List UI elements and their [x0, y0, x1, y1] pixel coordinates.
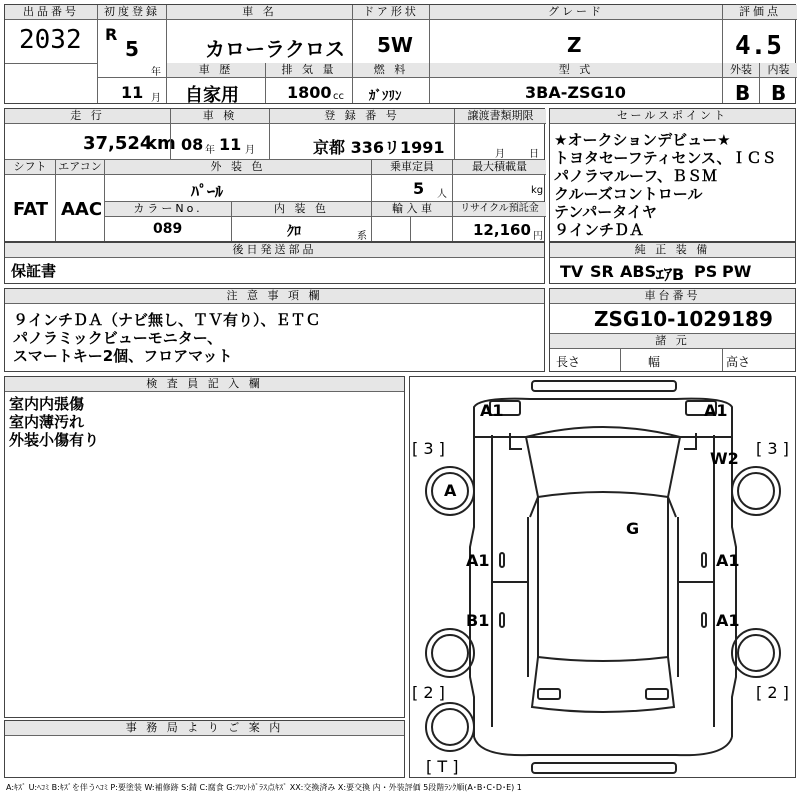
mark-a1-bottom-right: A1: [716, 611, 740, 630]
grade-label: グレード: [430, 5, 722, 20]
vehicle-details: [4, 108, 545, 242]
notes-line: パノラミックビューモニター、: [13, 329, 223, 347]
int-color-value: ｸﾛ: [287, 224, 301, 240]
notes-line: スマートキー2個、フロアマット: [13, 347, 233, 365]
legend-text: A:ｷｽﾞ U:ﾍｺﾐ B:ｷｽﾞを伴うﾍｺﾐ P:要塗装 W:補修跡 S:錆 C:腐食 G:ﾌﾛﾝﾄｶﾞﾗｽ点ｷｽﾞ XX:交換済み X:要交換 内・外装評価 5段階ﾗﾝｸ順(A･B･C･D･E) 1: [6, 783, 522, 792]
capacity-label: 乗車定員: [372, 160, 452, 175]
displacement-value: 1800: [287, 83, 332, 102]
plate-value: 京都 336リ1991: [313, 138, 445, 157]
ext-color-label: 外 装 色: [105, 160, 371, 175]
sales-point-line: パノラマルーフ、ＢＳＭ: [554, 167, 718, 185]
score-value: 4.5: [735, 31, 782, 61]
equipment-item: PS: [694, 262, 718, 281]
equipment-label: 純 正 装 備: [550, 243, 795, 258]
ext-label: 外装: [723, 63, 759, 78]
sales-point-line: トヨタセーフティセンス、ＩＣＳ: [554, 149, 777, 167]
inspection-year: 08: [181, 135, 204, 154]
int-color-unit: 系: [357, 231, 367, 242]
mark-a1-mid-right: A1: [716, 551, 740, 570]
color-no-label: カラーNo.: [105, 202, 231, 217]
damage-diagram: [409, 376, 796, 778]
inspector-section: [4, 376, 405, 718]
inspector-line: 室内薄汚れ: [9, 413, 85, 431]
inspection-month: 11: [219, 135, 242, 154]
sales-points-section: [549, 108, 796, 242]
chassis-number: ZSG10-1029189: [594, 307, 773, 331]
reg-year-unit: 年: [151, 67, 161, 78]
height-label: 高さ: [726, 355, 751, 369]
transfer-month-unit: 月: [495, 149, 505, 160]
int-grade: B: [771, 81, 787, 105]
ext-grade: B: [735, 81, 751, 105]
reg-label: 初度登録: [98, 5, 166, 20]
bracket-t: [ T ]: [426, 757, 459, 776]
inspector-line: 外装小傷有り: [9, 431, 100, 449]
width-label: 幅: [648, 355, 661, 369]
equipment-item: ｴｱB: [656, 265, 685, 284]
mileage-value: 37,524: [83, 133, 153, 154]
model-label: 型 式: [430, 63, 722, 78]
sales-point-line: クルーズコントロール: [554, 185, 703, 203]
reg-month: 11: [121, 83, 144, 102]
inspection-year-unit: 年: [205, 145, 215, 156]
mark-a-left: A: [444, 481, 457, 500]
transfer-day-unit: 日: [529, 149, 539, 160]
office-section: [4, 720, 405, 778]
chassis-section: [549, 288, 796, 372]
inspector-label: 検 査 員 記 入 欄: [5, 377, 404, 392]
import-label: 輸 入 車: [372, 202, 452, 217]
reg-month-unit: 月: [151, 93, 161, 104]
capacity-value: 5: [413, 179, 425, 198]
shift-value: FAT: [13, 199, 49, 220]
later-parts-value: 保証書: [11, 262, 57, 280]
fuel-label: 燃 料: [353, 63, 429, 78]
recycle-label: リサイクル預託金: [453, 202, 546, 217]
displacement-label: 排 気 量: [266, 63, 352, 78]
length-label: 長さ: [556, 355, 581, 369]
transfer-label: 譲渡書類期限: [455, 109, 546, 124]
int-label: 内装: [760, 63, 797, 78]
recycle-unit: 円: [533, 231, 543, 242]
inspector-line: 室内内張傷: [9, 395, 85, 413]
ac-value: AAC: [61, 199, 103, 220]
sales-points-label: セールスポイント: [550, 109, 795, 124]
notes-label: 注 意 事 項 欄: [5, 289, 544, 304]
sales-point-line: ★オークションデビュー★: [554, 131, 731, 149]
equipment-item: TV: [560, 262, 584, 281]
load-unit: kg: [531, 185, 544, 196]
equipment-item: ABS: [620, 262, 657, 281]
sales-point-line: ９インチＤＡ: [554, 221, 645, 239]
mark-b1: B1: [466, 611, 490, 630]
plate-label: 登 録 番 号: [270, 109, 454, 124]
ac-label: エアコン: [56, 160, 104, 175]
mileage-label: 走 行: [5, 109, 170, 124]
bracket-top-left: [ 3 ]: [412, 439, 445, 458]
lot-label: 出品番号: [5, 5, 97, 20]
fuel-value: ｶﾞｿﾘﾝ: [369, 89, 402, 104]
mark-w2: W2: [710, 449, 739, 468]
grade-value: Z: [567, 33, 582, 57]
reg-year: 5: [125, 37, 139, 61]
mileage-unit: km: [145, 133, 176, 154]
bracket-bottom-right: [ 2 ]: [756, 683, 789, 702]
header-section: [4, 4, 796, 104]
sales-point-line: テンパータイヤ: [554, 203, 657, 221]
capacity-unit: 人: [437, 189, 447, 200]
history-label: 車 歴: [167, 63, 265, 78]
history-value: 自家用: [185, 85, 239, 106]
car-name: カローラクロス: [205, 37, 345, 61]
load-label: 最大積載量: [453, 160, 546, 175]
name-label: 車 名: [167, 5, 352, 20]
equipment-item: PW: [722, 262, 752, 281]
notes-line: ９インチＤＡ（ナビ無し、ＴＶ有り）、ＥＴＣ: [13, 311, 321, 329]
recycle-value: 12,160: [473, 221, 531, 239]
car-outline: [410, 377, 795, 777]
lot-number: 2032: [19, 25, 82, 55]
mark-g: G: [626, 519, 640, 538]
bracket-top-right: [ 3 ]: [756, 439, 789, 458]
shift-label: シフト: [5, 160, 55, 175]
notes-section: [4, 288, 545, 372]
equipment-item: SR: [590, 262, 614, 281]
inspection-label: 車 検: [171, 109, 269, 124]
model-value: 3BA-ZSG10: [525, 83, 626, 102]
spec-label: 諸 元: [550, 333, 795, 349]
later-parts-label: 後日発送部品: [5, 243, 544, 258]
displacement-unit: cc: [333, 91, 344, 102]
inspection-month-unit: 月: [245, 145, 255, 156]
door-value: 5W: [377, 33, 413, 57]
chassis-label: 車台番号: [550, 289, 795, 304]
equipment-section: [549, 242, 796, 284]
door-label: ドア形状: [353, 5, 429, 20]
mark-a1-top-left: A1: [480, 401, 504, 420]
ext-color-value: ﾊﾟｰﾙ: [191, 182, 224, 201]
score-label: 評価点: [723, 5, 797, 20]
mark-a1-top-right: A1: [704, 401, 728, 420]
later-parts-section: [4, 242, 545, 284]
office-label: 事 務 局 よ り ご 案 内: [5, 721, 404, 736]
mark-a1-mid-left: A1: [466, 551, 490, 570]
bracket-bottom-left: [ 2 ]: [412, 683, 445, 702]
int-color-label: 内 装 色: [232, 202, 371, 217]
reg-era: R: [105, 25, 118, 44]
color-no-value: 089: [153, 221, 183, 237]
